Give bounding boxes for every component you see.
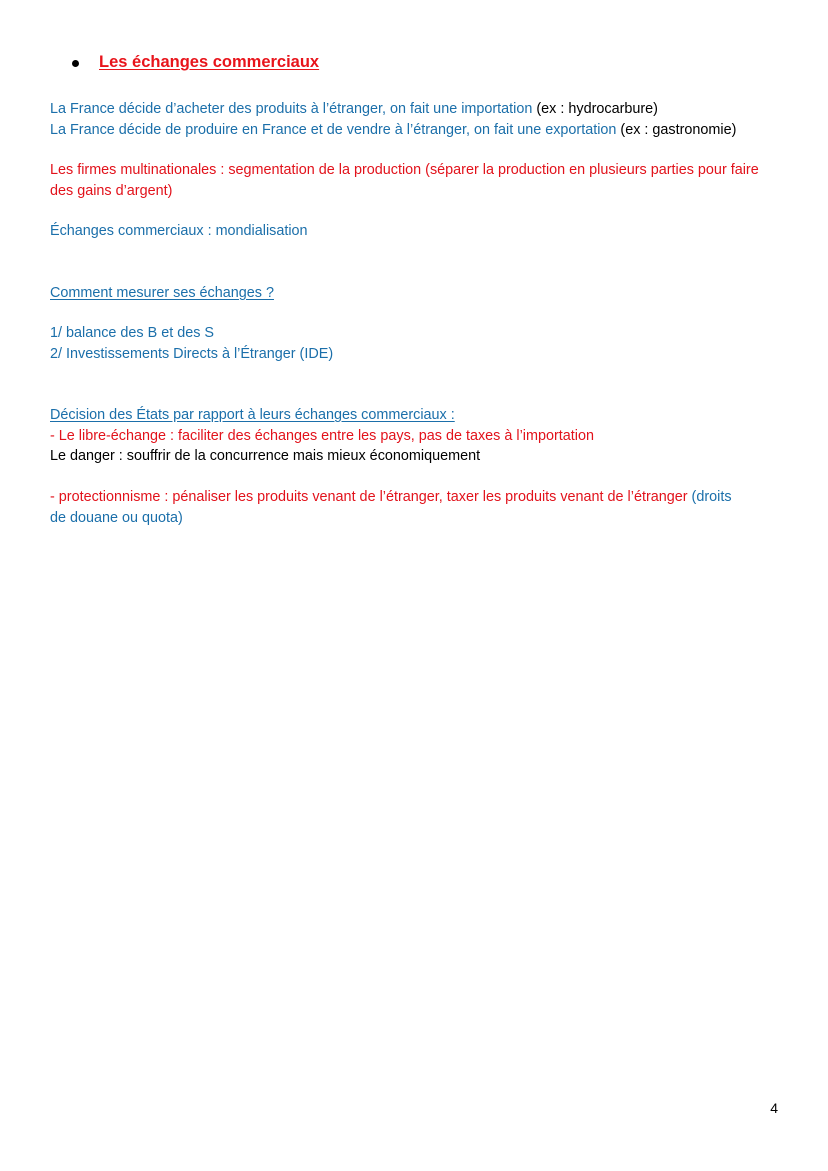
section-heading-row — [72, 53, 319, 72]
section-heading: Les échanges commerciaux — [99, 53, 320, 71]
bullet-icon — [72, 60, 79, 67]
protectionnisme-text: - protectionnisme : pénaliser les produits venant de l’étranger, taxer les produits venant de l’étranger — [50, 489, 692, 505]
import-example: (ex : hydrocarbure) — [532, 101, 658, 117]
protectionnisme-detail: (droits de douane ou quota) — [50, 489, 732, 526]
import-line — [50, 99, 790, 120]
libre-echange-line: - Le libre-échange : faciliter des échanges entre les pays, pas de taxes à l’importation — [50, 428, 594, 444]
decision-title: Décision des États par rapport à leurs échanges commerciaux : — [50, 407, 455, 423]
measure-title: Comment mesurer ses échanges ? — [50, 285, 274, 301]
export-example: (ex : gastronomie) — [616, 122, 737, 138]
protectionnisme-paragraph — [50, 487, 750, 528]
import-text: La France décide d’acheter des produits à l’étranger, on fait une importation — [50, 101, 533, 117]
page-number: 4 — [770, 1100, 778, 1116]
multinationales-paragraph: Les firmes multinationales : segmentation de la production (séparer la production en plusieurs parties pour faire des gains d’argent) — [50, 162, 759, 199]
mondialisation-line: Échanges commerciaux : mondialisation — [50, 223, 308, 239]
measure-item-1: 1/ balance des B et des S — [50, 325, 215, 341]
export-text: La France décide de produire en France et de vendre à l’étranger, on fait une exportation — [50, 122, 617, 138]
danger-line: Le danger : souffrir de la concurrence mais mieux économiquement — [50, 448, 481, 464]
export-line — [50, 120, 790, 141]
measure-item-2: 2/ Investissements Directs à l’Étranger (IDE) — [50, 346, 334, 362]
